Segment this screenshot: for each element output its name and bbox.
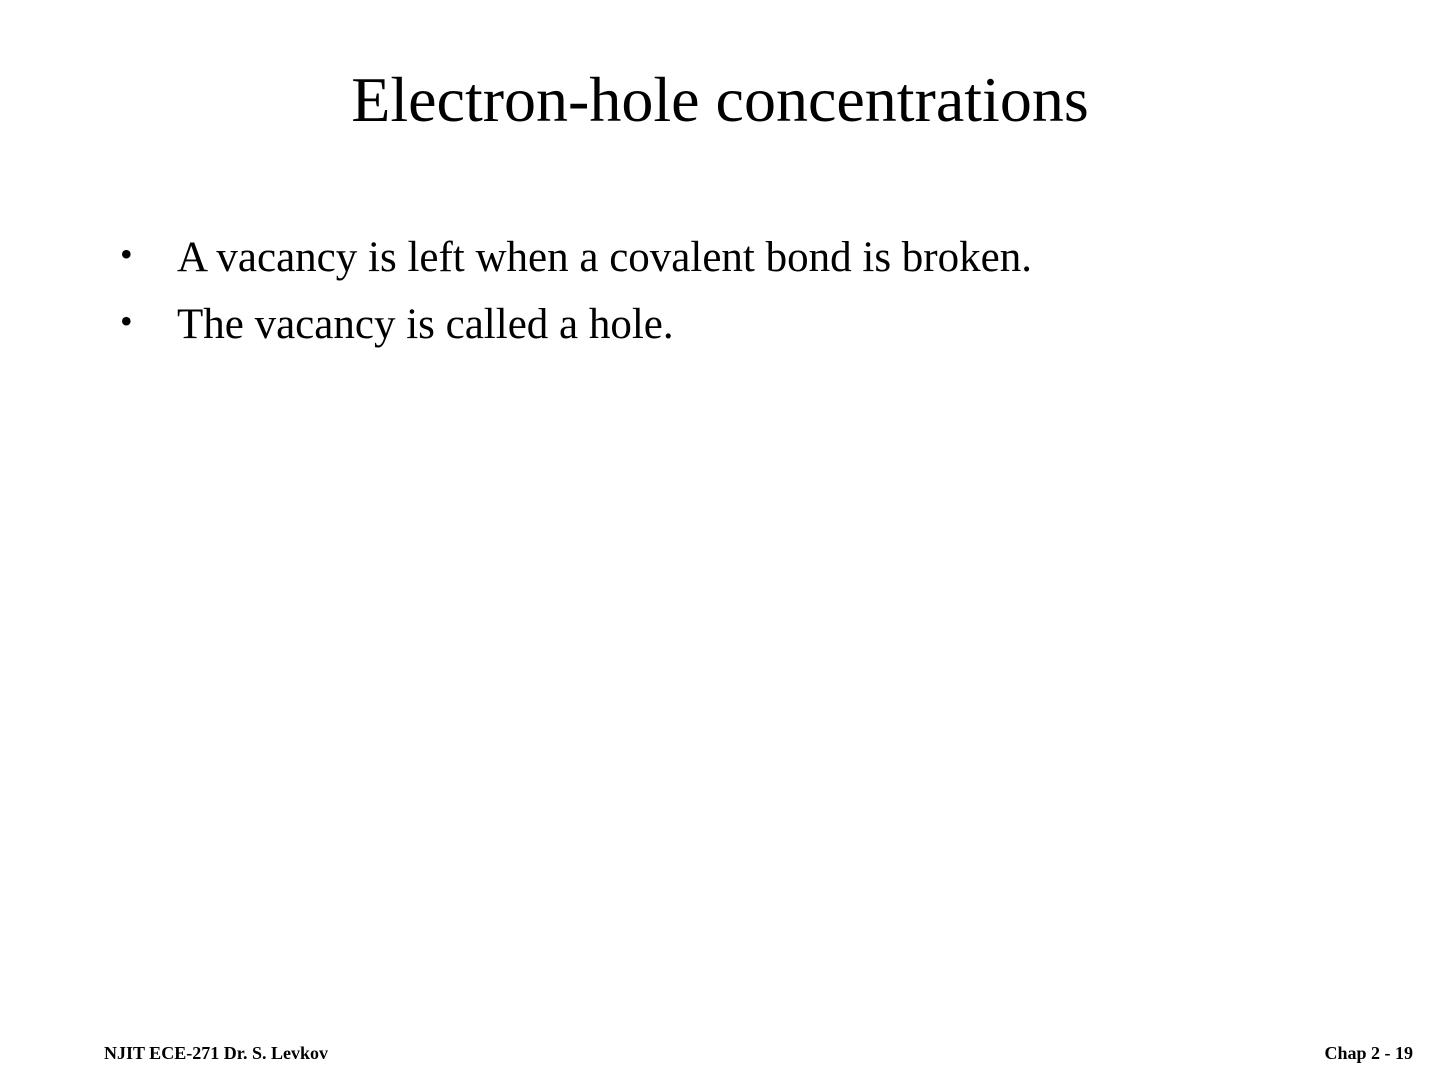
- bullet-icon: •: [120, 234, 133, 274]
- bullet-item: [120, 291, 1320, 358]
- bullet-icon: •: [120, 301, 133, 341]
- bullet-text: A vacancy is left when a covalent bond is broken.: [177, 234, 1032, 281]
- slide-title: Electron-hole concentrations: [351, 64, 1089, 135]
- footer-page-number: Chap 2 - 19: [1324, 1043, 1413, 1063]
- footer-course-info: NJIT ECE-271 Dr. S. Levkov: [104, 1043, 329, 1063]
- bullet-list: [120, 224, 1320, 358]
- bullet-item: [120, 224, 1320, 291]
- bullet-text: The vacancy is called a hole.: [177, 301, 674, 348]
